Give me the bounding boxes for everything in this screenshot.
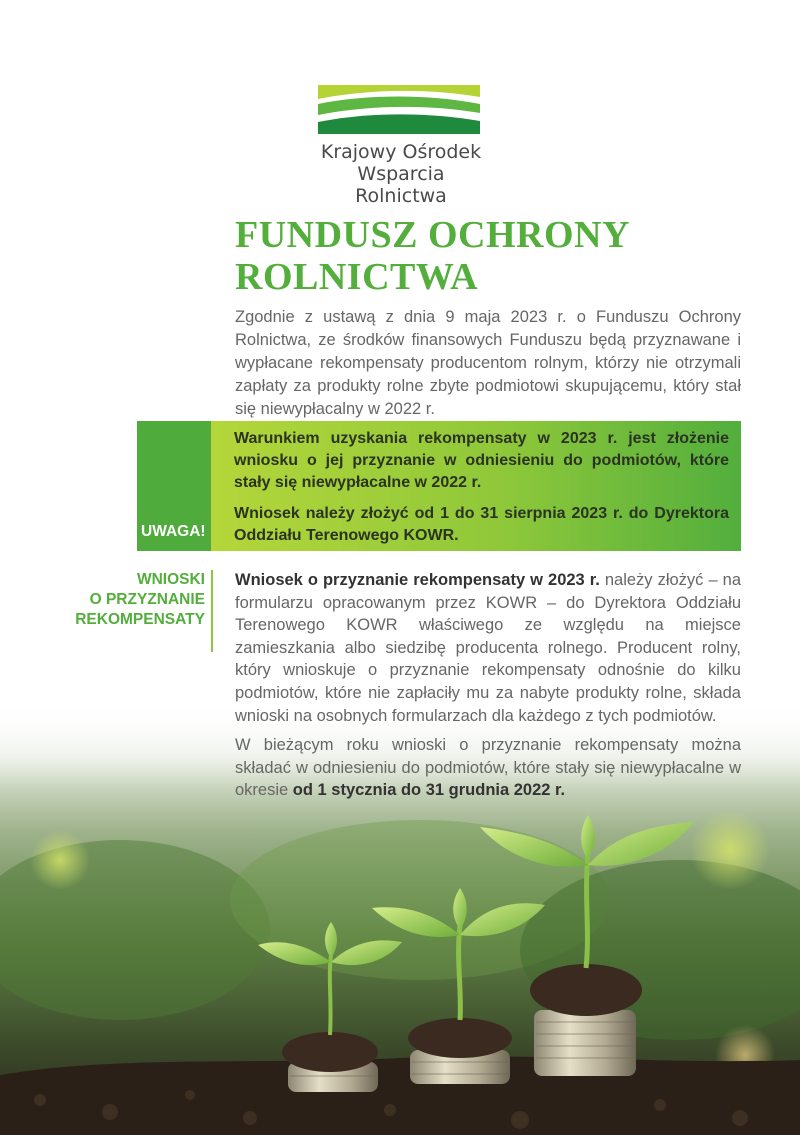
section-paragraph-2-text: W bieżącym roku wnioski o przyznanie rekompensaty można składać w odniesieniu do podmiotów, które stały się niewypłacalne w okresie xyxy=(235,736,741,800)
intro-paragraph: Zgodnie z ustawą z dnia 9 maja 2023 r. o Funduszu Ochrony Rolnictwa, ze środków finansowych Funduszu będą przyznawane i wypłacane rekompensaty producentom rolnym, którzy nie otrzymali zapłaty za produkty rolne zbyte podmiotowi skupującemu, który stał się niewypłacalny w 2022 r. xyxy=(235,308,741,418)
title-line1: FUNDUSZ OCHRONY xyxy=(235,214,630,256)
notice-paragraph-2: Wniosek należy złożyć od 1 do 31 sierpnia 2023 r. do Dyrektora Oddziału Terenowego KOWR. xyxy=(234,505,729,544)
section-heading-line1: WNIOSKI xyxy=(136,571,205,588)
notice-label: UWAGA! xyxy=(141,523,206,540)
notice-content xyxy=(211,421,741,551)
logo-fields-icon xyxy=(318,83,484,135)
section-paragraph-1-bold: Wniosek o przyznanie rekompensaty w 2023 r. xyxy=(235,571,600,589)
logo-text-line1: Krajowy Ośrodek xyxy=(320,141,482,163)
section-paragraph-1 xyxy=(235,569,741,727)
notice-paragraph-1: Warunkiem uzyskania rekompensaty w 2023 r. jest złożenie wniosku o jej przyznanie w odniesieniu do podmiotów, które stały się niewypłacalne w 2022 r. xyxy=(234,430,729,491)
page-title xyxy=(235,214,630,298)
notice-side-bar xyxy=(137,421,211,551)
section-body xyxy=(235,569,741,802)
section-heading xyxy=(60,570,205,630)
logo-text-line2: Wsparcia Rolnictwa xyxy=(355,163,447,207)
kowr-logo xyxy=(318,83,484,207)
section-paragraph-2-bold: od 1 stycznia do 31 grudnia 2022 r. xyxy=(292,781,566,800)
section-heading-line2: O PRZYZNANIE xyxy=(89,591,205,608)
section-paragraph-2 xyxy=(235,734,741,802)
title-line2: ROLNICTWA xyxy=(235,256,479,298)
notice-box xyxy=(137,421,741,551)
section-divider xyxy=(211,570,213,652)
section-paragraph-1-text: należy złożyć – na formularzu opracowanym przez KOWR – do Dyrektora Oddziału Terenowego KOWR właściwego ze względu na miejsce zamieszkania albo siedzibę producenta rolnego. Producent rolny, który wnioskuje o przyznanie rekompensaty odnośnie do kilku podmiotów, które nie zapłaciły mu za nabyte produkty rolne, składa wnioski na osobnych formularzach dla każdego z tych podmiotów. xyxy=(235,571,741,725)
section-heading-line3: REKOMPENSATY xyxy=(75,611,205,628)
